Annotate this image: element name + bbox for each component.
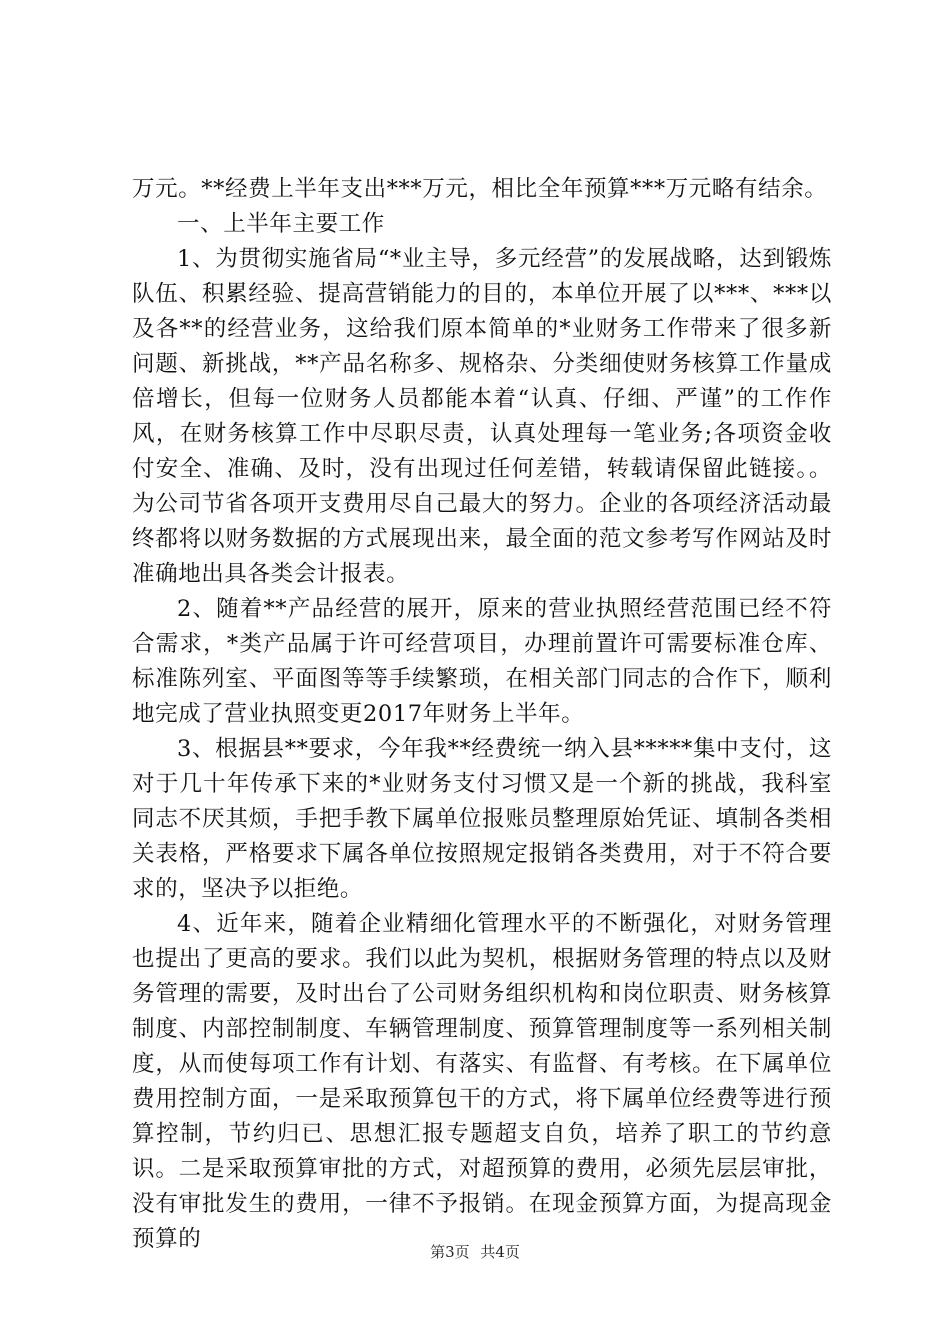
paragraph-item-1: 1、为贯彻实施省局“*业主导，多元经营”的发展战略，达到锻炼队伍、积累经验、提高营销能力的目的，本单位开展了以***、***以及各**的经营业务，这给我们原本简单的*业财务工作带来了很多新问题、新挑战，**产品名称多、规格杂、分类细使财务核算工作量成倍增长，但每一位财务人员都能本着“认真、仔细、严谨”的工作作风，在财务核算工作中尽职尽责，认真处理每一笔业务;各项资金收付安全、准确、及时，没有出现过任何差错，转载请保留此链接。。为公司节省各项开支费用尽自己最大的努力。企业的各项经济活动最终都将以财务数据的方式展现出来，最全面的范文参考写作网站及时准确地出具各类会计报表。 (132, 246, 832, 587)
paragraph-intro-continued: 万元。**经费上半年支出***万元，相比全年预算***万元略有结余。 (132, 176, 828, 202)
paragraph-item-4: 4、近年来，随着企业精细化管理水平的不断强化，对财务管理也提出了更高的要求。我们以此为契机，根据财务管理的特点以及财务管理的需要，及时出台了公司财务组织机构和岗位职责、财务核算制度、内部控制制度、车辆管理制度、预算管理制度等一系列相关制度，从而使每项工作有计划、有落实、有监督、有考核。在下属单位费用控制方面，一是采取预算包干的方式，将下属单位经费等进行预算控制，节约归已、思想汇报专题超支自负，培养了职工的节约意识。二是采取预算审批的方式，对超预算的费用，必须先层层审批，没有审批发生的费用，一律不予报销。在现金预算方面，为提高现金预算的 (132, 911, 832, 1252)
paragraph-item-3: 3、根据县**要求，今年我**经费统一纳入县*****集中支付，这对于几十年传承下来的*业财务支付习惯又是一个新的挑战，我科室同志不厌其烦，手把手教下属单位报账员整理原始凭证、填制各类相关表格，严格要求下属各单位按照规定报销各类费用，对于不符合要求的，坚决予以拒绝。 (132, 736, 832, 902)
paragraph-item-2: 2、随着**产品经营的展开，原来的营业执照经营范围已经不符合需求，*类产品属于许可经营项目，办理前置许可需要标准仓库、标准陈列室、平面图等等手续繁琐，在相关部门同志的合作下，顺利地完成了营业执照变更2017年财务上半年。 (132, 596, 832, 727)
page-total: 共4页 (480, 1243, 520, 1261)
document-body (132, 172, 832, 1257)
page-footer (0, 1242, 950, 1262)
section-heading: 一、上半年主要工作 (177, 211, 385, 237)
page-number: 第3页 (430, 1243, 470, 1261)
